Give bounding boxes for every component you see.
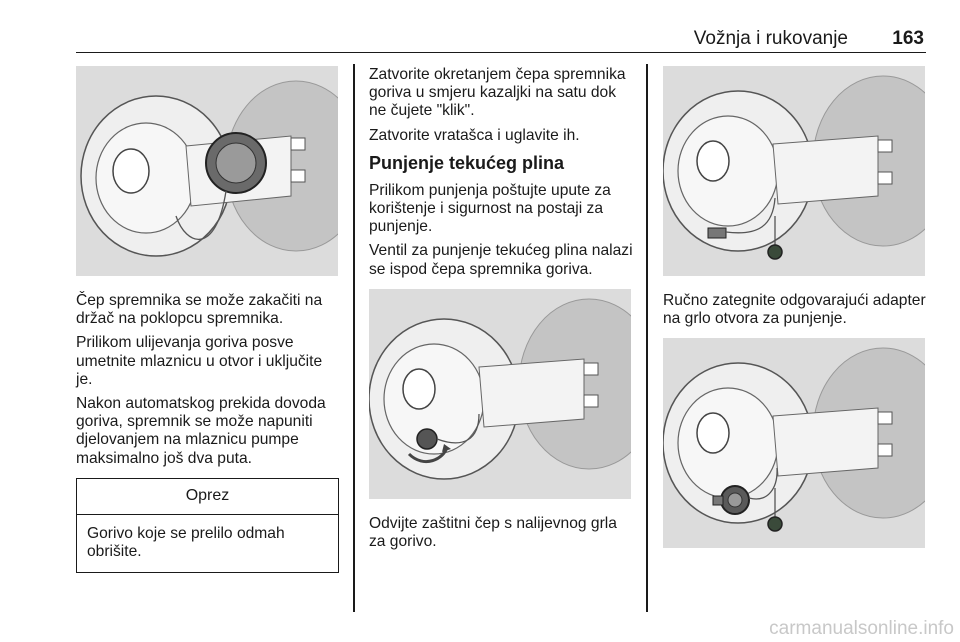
paragraph: Prilikom punjenja poštujte upute za korištenje i sigurnost na postaji za punjenje.: [369, 181, 611, 236]
column-divider: [646, 64, 648, 612]
lpg-valve-illustration: [369, 289, 631, 499]
paragraph: Ventil za punjenje tekućeg plina nalazi se ispod čepa spremnika goriva.: [369, 242, 633, 278]
paragraph: Čep spremnika se može zakačiti na držač na poklopcu spremnika.: [76, 292, 323, 328]
fuel-cap-illustration: [76, 66, 338, 276]
paragraph: Zatvorite okretanjem čepa spremnika goriva u smjeru kazaljki na satu dok ne čujete "klik".: [369, 66, 626, 120]
lpg-adapter-illustration: [663, 338, 925, 548]
section-title: Vožnja i rukovanje: [693, 28, 848, 49]
paragraph: Prilikom ulijevanja goriva posve umetnite mlaznicu u otvor i uključite je.: [76, 334, 323, 388]
paragraph: Zatvorite vratašca i uglavite ih.: [369, 126, 580, 144]
caution-text: Gorivo koje se prelilo odmah obrišite.: [87, 524, 285, 561]
lpg-cap-removed-illustration: [663, 66, 925, 276]
paragraph: Nakon automatskog prekida dovoda goriva, spremnik se može napuniti djelovanjem na mlaznicu pumpe maksimalno još dva puta.: [76, 395, 326, 467]
column-divider: [353, 64, 355, 612]
column-2: [369, 66, 633, 557]
column-3: [663, 66, 927, 548]
watermark: carmanualsonline.info: [769, 618, 954, 639]
section-heading: Punjenje tekućeg plina: [369, 152, 565, 173]
paragraph: Odvijte zaštitni čep s nalijevnog grla za gorivo.: [369, 514, 617, 551]
caution-title: Oprez: [77, 479, 338, 515]
page-number: 163: [892, 28, 924, 49]
column-1: [76, 66, 340, 573]
caution-box: [76, 478, 339, 573]
paragraph: Ručno zategnite odgovarajući adapter na grlo otvora za punjenje.: [663, 292, 926, 328]
page-header: [76, 24, 926, 53]
